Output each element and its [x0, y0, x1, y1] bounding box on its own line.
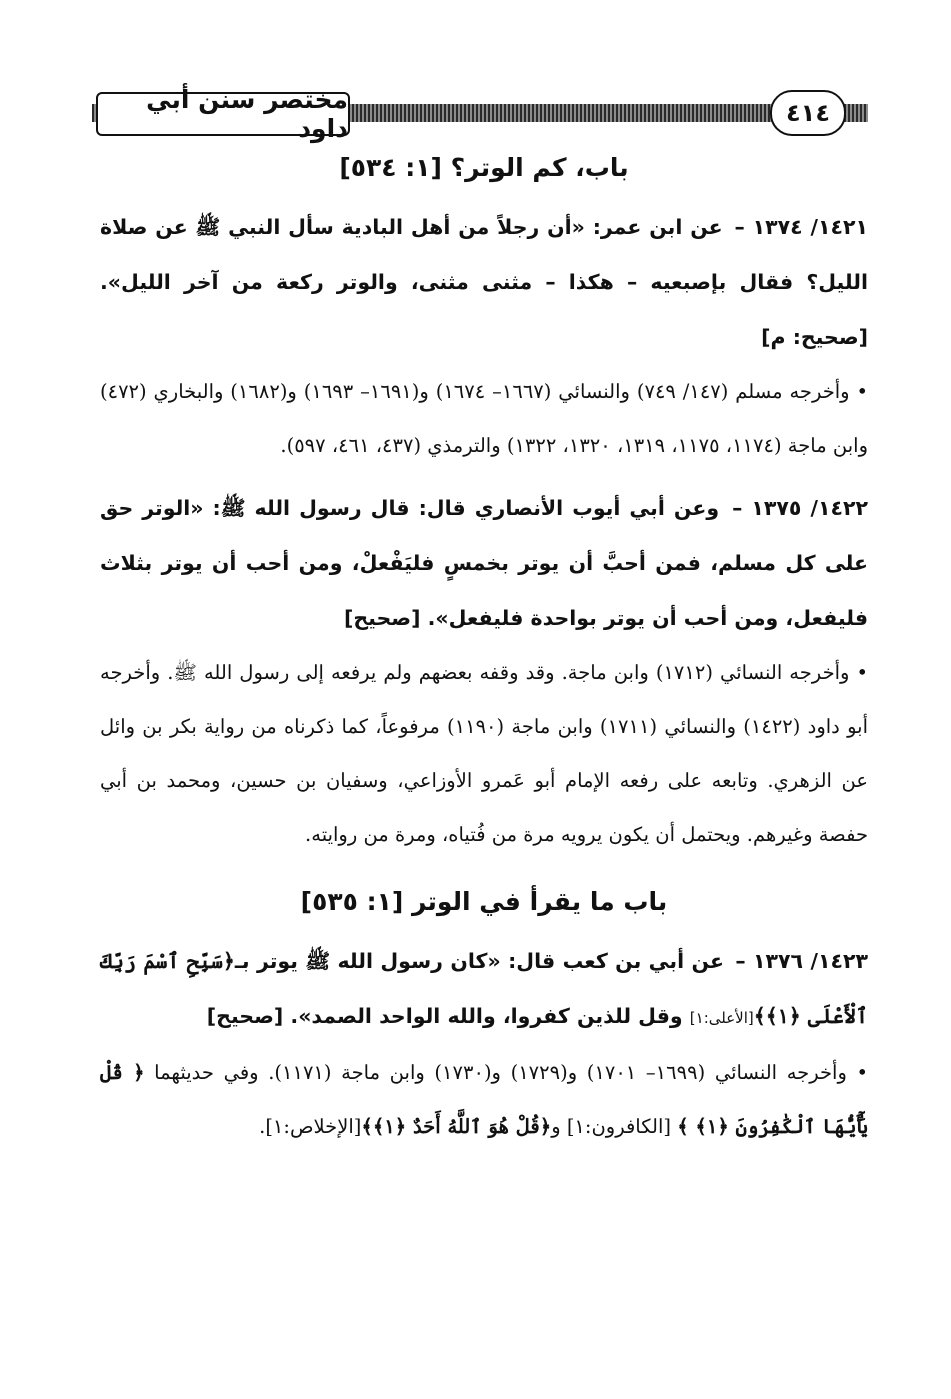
- page-body: [100, 140, 868, 1154]
- quran-verse: ﴿ قُلْ يَٰٓأَيُّهَا ٱلْكَٰفِرُونَ ﴿١﴾ ﴾: [100, 1061, 868, 1138]
- hadith-text: [100, 934, 868, 1046]
- verse-reference: [الإخلاص:١]: [265, 1115, 362, 1138]
- conjunction: و: [551, 1115, 561, 1138]
- hadith-body: وعن أبي أيوب الأنصاري قال: قال رسول الله ﷺ: «الوتر حق على كل مسلم، فمن أحبَّ أن يوتر بخمسٍ فليَفْعلْ، ومن أحب أن يوتر بثلاث فليفعل، ومن أحب أن يوتر بواحدة فليفعل».: [100, 496, 868, 630]
- hadith-body: وقل للذين كفروا، والله الواحد الصمد».: [290, 1004, 683, 1028]
- hadith-grade: [صحيح]: [343, 606, 421, 630]
- hadith-body: عن أبي بن كعب قال: «كان رسول الله ﷺ يوتر بـ: [234, 949, 724, 973]
- hadith-grade: [صحيح]: [206, 1004, 284, 1028]
- hadith-text: [100, 200, 868, 365]
- takhrij-note: • وأخرجه النسائي (١٧١٢) وابن ماجة. وقد وقفه بعضهم ولم يرفعه إلى رسول الله ﷺ. وأخرجه أبو داود (١٤٢٢) والنسائي (١٧١١) وابن ماجة (١١٩٠) مرفوعاً، كما ذكرناه من رواية بكر بن وائل عن الزهري. وتابعه على رفعه الإمام أبو عَمرو الأوزاعي، وسفيان بن حسين، ومحمد بن أبي حفصة وغيرهم. ويحتمل أن يكون يرويه مرة من فُتياه، ومرة من روايته.: [100, 661, 869, 846]
- takhrij-note: • وأخرجه مسلم (١٤٧/ ٧٤٩) والنسائي (١٦٦٧– ١٦٧٤) و(١٦٩١– ١٦٩٣) و(١٦٨٢) والبخاري (٤٧٢) وابن ماجة (١١٧٤، ١١٧٥، ١٣١٩، ١٣٢٠، ١٣٢٢) والترمذي (٤٣٧، ٤٦١، ٥٩٧).: [100, 380, 868, 457]
- verse-reference: [الأعلى:١]: [689, 1009, 754, 1027]
- hadith-text: [100, 481, 868, 646]
- book-title: مختصر سنن أبي داود: [96, 92, 350, 136]
- takhrij-text: • وأخرجه النسائي (١٦٩٩– ١٧٠١) و(١٧٢٩) و(١٧٣٠) وابن ماجة (١١٧١). وفي حديثهما: [154, 1061, 868, 1084]
- verse-reference: [الكافرون:١]: [566, 1115, 671, 1138]
- quran-verse: ﴿قُلْ هُوَ ٱللَّهُ أَحَدٌ ﴿١﴾﴾: [361, 1115, 552, 1138]
- chapter-heading: باب ما يقرأ في الوتر [١: ٥٣٥]: [300, 887, 668, 916]
- page-number: ٤١٤: [770, 90, 846, 136]
- hadith-number: ١٤٢٣/ ١٣٧٦ –: [735, 949, 869, 973]
- running-header: [92, 85, 868, 143]
- hadith-body: عن ابن عمر: «أن رجلاً من أهل البادية سأل النبي ﷺ عن صلاة الليل؟ فقال بإصبعيه – هكذا – مثنى مثنى، والوتر ركعة من آخر الليل».: [100, 215, 868, 294]
- hadith-number: ١٤٢١/ ١٣٧٤ –: [734, 215, 869, 239]
- quran-verse: ﴿سَبِّحِ ٱسْمَ رَبِّكَ ٱلْأَعْلَى ﴿١﴾﴾: [100, 949, 868, 1028]
- hadith-grade: [صحيح: م]: [761, 325, 868, 349]
- sentence-end: .: [259, 1115, 266, 1138]
- hadith-number: ١٤٢٢/ ١٣٧٥ –: [732, 496, 869, 520]
- chapter-heading: باب، كم الوتر؟ [١: ٥٣٤]: [339, 153, 629, 182]
- takhrij-note: [100, 1046, 868, 1154]
